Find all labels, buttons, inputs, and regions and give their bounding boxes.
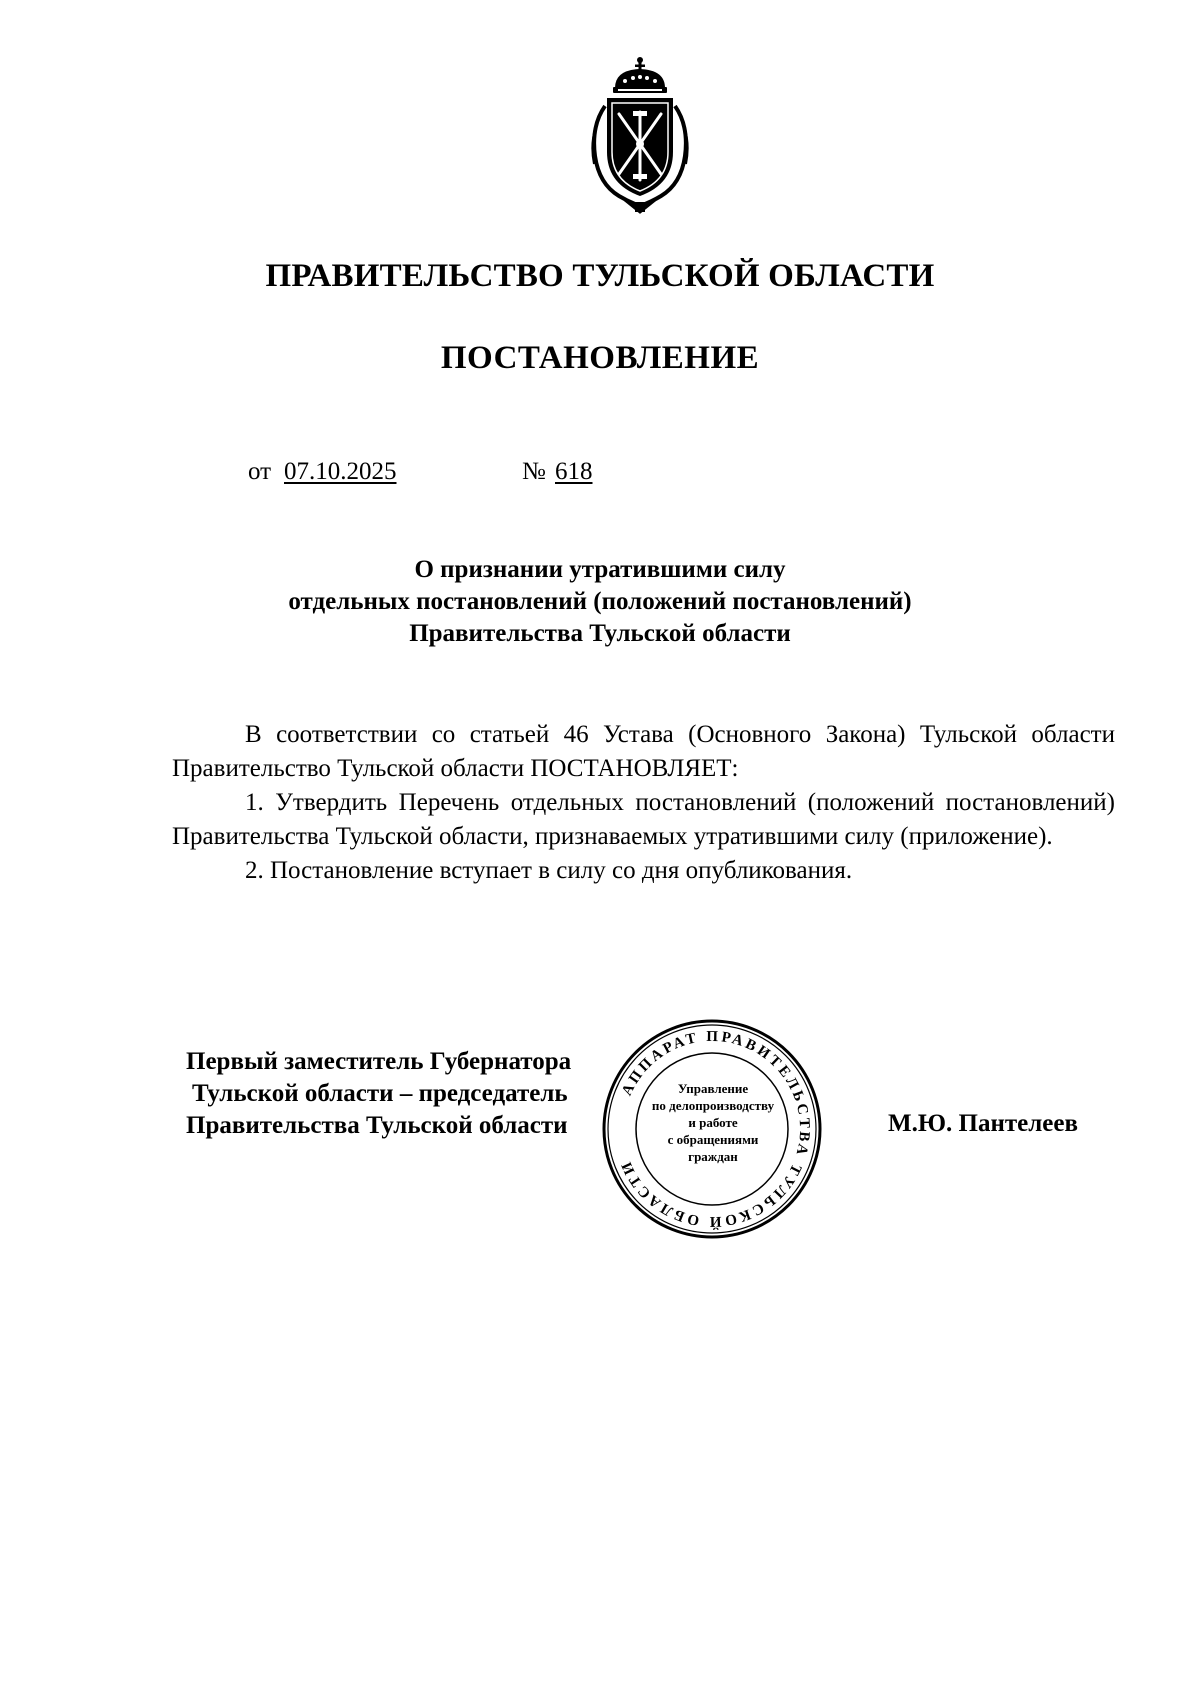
document-type-title: ПОСТАНОВЛЕНИЕ xyxy=(440,340,760,376)
stamp-inner-text xyxy=(638,1080,788,1165)
subject-line: Правительства Тульской области xyxy=(409,620,791,647)
stamp-line: Управление xyxy=(677,1081,749,1096)
body-paragraph-item-2: 2. Постановление вступает в силу со дня опубликования. xyxy=(245,857,853,884)
subject-line: О признании утратившими силу xyxy=(414,556,786,583)
subject-line: отдельных постановлений (положений постановлений) xyxy=(288,588,912,615)
signatory-name: М.Ю. Пантелеев xyxy=(888,1110,1078,1137)
signatory-position-line: Тульской области – председатель xyxy=(192,1080,568,1107)
stamp-ring-text: АППАРАТ ПРАВИТЕЛЬСТВА ТУЛЬСКОЙ ОБЛАСТИ xyxy=(617,1028,813,1230)
date-prefix: от xyxy=(248,458,272,485)
document-number: 618 xyxy=(555,458,593,485)
signatory-position-line: Первый заместитель Губернатора xyxy=(186,1048,572,1075)
stamp-line: с обращениями xyxy=(667,1132,759,1147)
number-prefix: № xyxy=(522,458,546,485)
body-paragraph-item-1: 1. Утвердить Перечень отдельных постановлений (положений постановлений) Правительства Тульской области, признаваемых утратившими силу (приложение). xyxy=(172,789,1115,850)
organization-title: ПРАВИТЕЛЬСТВО ТУЛЬСКОЙ ОБЛАСТИ xyxy=(265,258,935,294)
signatory-position-line: Правительства Тульской области xyxy=(186,1112,568,1139)
stamp-line: граждан xyxy=(688,1149,738,1164)
document-subject xyxy=(150,554,1050,650)
stamp-line: по делопроизводству xyxy=(651,1098,775,1113)
document-body xyxy=(172,718,1115,888)
document-date: 07.10.2025 xyxy=(284,458,397,485)
body-paragraph-preamble: В соответствии со статьей 46 Устава (Основного Закона) Тульской области Правительство Тульской области ПОСТАНОВЛЯЕТ: xyxy=(172,721,1115,782)
stamp-line: и работе xyxy=(688,1115,738,1130)
signatory-position xyxy=(186,1046,571,1142)
coat-of-arms-icon xyxy=(585,56,695,214)
